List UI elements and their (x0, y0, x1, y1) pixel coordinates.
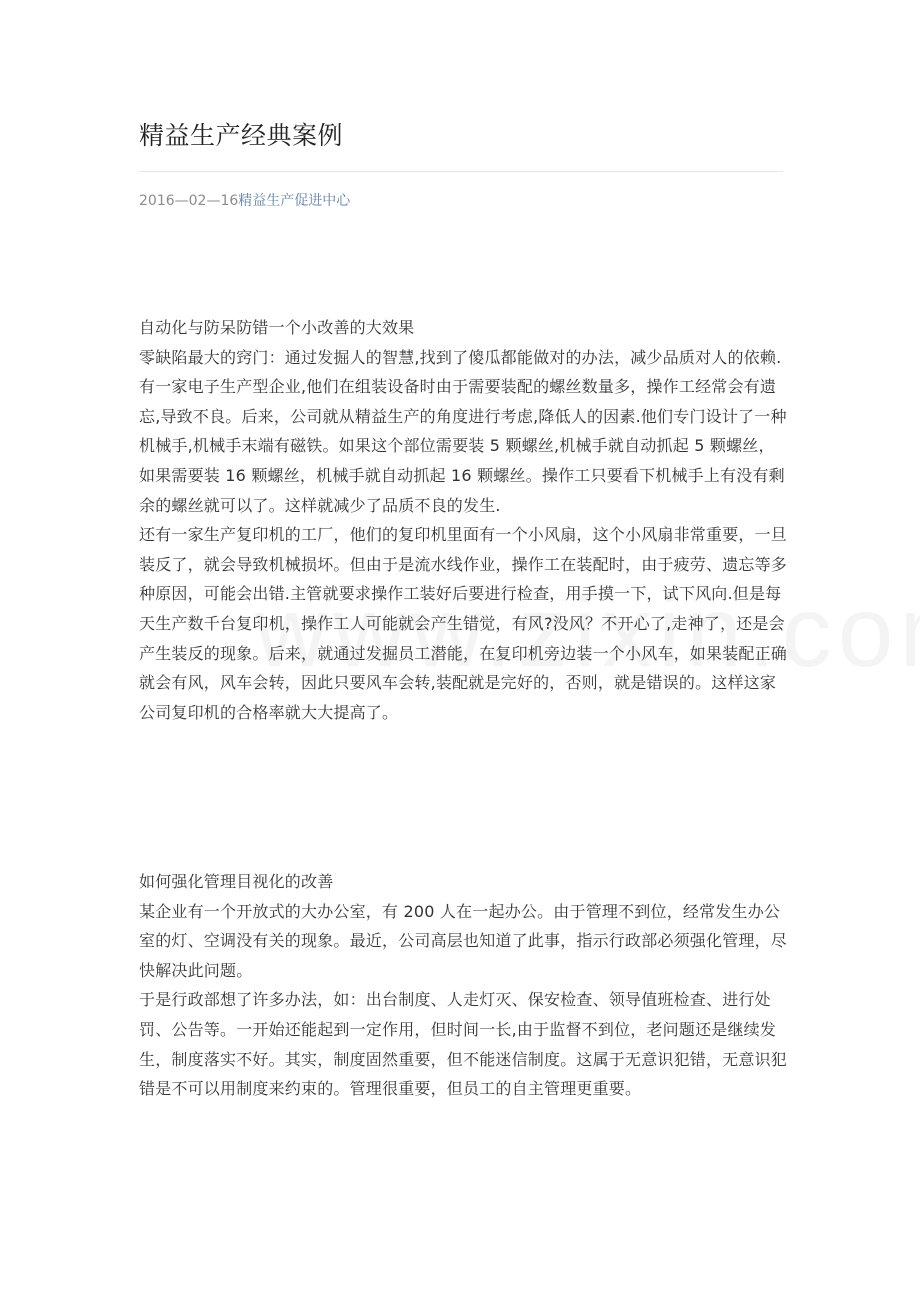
article-title: 精益生产经典案例 (139, 121, 344, 150)
paragraph: 零缺陷最大的窍门：通过发掘人的智慧,找到了傻瓜都能做对的办法，减少品质对人的依赖. (139, 347, 782, 367)
paragraph: 还有一家生产复印机的工厂，他们的复印机里面有一个小风扇，这个小风扇非常重要，一旦装反了，就会导致机械损坏。但由于是流水线作业，操作工在装配时，由于疲劳、遗忘等多种原因，可能会出错.主管就要求操作工装好后要进行检查，用手摸一下，试下风向.但是每天生产数千台复印机，操作工人可能就会产生错觉，有风?没风？不开心了,走神了，还是会产生装反的现象。后来，就通过发掘员工潜能，在复印机旁边装一个小风车，如果装配正确就会有风，风车会转，因此只要风车会转,装配就是完好的，否则，就是错误的。这样这家公司复印机的合格率就大大提高了。 (139, 525, 788, 722)
title-divider (139, 171, 783, 172)
article-section-visual-management (139, 867, 787, 1104)
section-heading: 如何强化管理目视化的改善 (139, 872, 334, 891)
publish-date: 2016—02—16 (139, 193, 239, 209)
section-heading: 自动化与防呆防错一个小改善的大效果 (139, 318, 415, 337)
paragraph: 有一家电子生产型企业,他们在组装设备时由于需要装配的螺丝数量多，操作工经常会有遗忘,导致不良。后来，公司就从精益生产的角度进行考虑,降低人的因素.他们专门设计了一种机械手,机械手末端有磁铁。如果这个部位需要装 5 颗螺丝,机械手就自动抓起 5 颗螺丝，如果需要装 16 颗螺丝，机械手就自动抓起 16 颗螺丝。操作工只要看下机械手上有没有剩余的螺丝就可以了。这样就减少了品质不良的发生. (139, 377, 787, 515)
article-meta (139, 190, 350, 212)
account-name-link[interactable]: 精益生产促进中心 (238, 193, 351, 209)
paragraph: 某企业有一个开放式的大办公室，有 200 人在一起办公。由于管理不到位，经常发生办公室的灯、空调没有关的现象。最近，公司高层也知道了此事，指示行政部必须强化管理，尽快解决此问题。 (139, 901, 788, 980)
paragraph: 于是行政部想了许多办法，如：出台制度、人走灯灭、保安检查、领导值班检查、进行处罚、公告等。一开始还能起到一定作用，但时间一长,由于监督不到位，老问题还是继续发生，制度落实不好。其实，制度固然重要，但不能迷信制度。这属于无意识犯错，无意识犯错是不可以用制度来约束的。管理很重要，但员工的自主管理更重要。 (139, 990, 788, 1099)
article-section-automation (139, 313, 787, 727)
